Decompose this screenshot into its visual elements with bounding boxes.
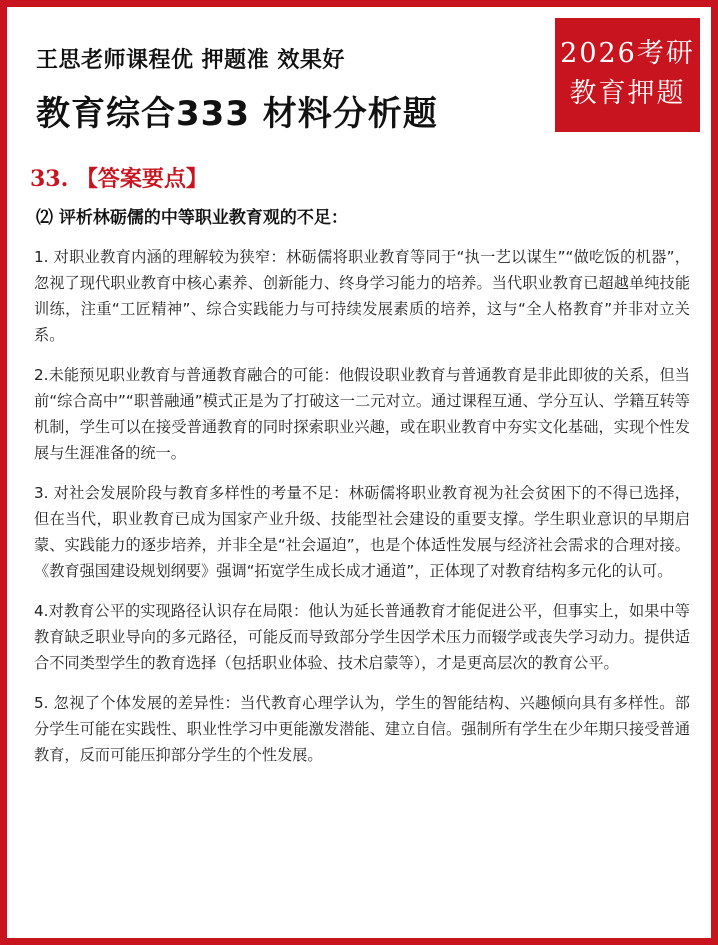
question-number: 33. 【答案要点】 [30, 166, 208, 192]
badge-line-2: 教育押题 [569, 78, 686, 109]
answer-content [34, 244, 690, 782]
slogan: 王思老师课程优 押题准 效果好 [36, 48, 345, 73]
answer-point-3: 3. 对社会发展阶段与教育多样性的考量不足：林砺儒将职业教育视为社会贫困下的不得已选择，但在当代，职业教育已成为国家产业升级、技能型社会建设的重要支撑。学生职业意识的早期启蒙、实践能力的逐步培养，并非全是“社会逼迫”，也是个体适性发展与经济社会需求的合理对接。《教育强国建设规划纲要》强调“拓宽学生成长成才通道”，正体现了对教育结构多元化的认可。 [34, 484, 690, 580]
answer-point-5: 5. 忽视了个体发展的差异性：当代教育心理学认为，学生的智能结构、兴趣倾向具有多样性。部分学生可能在实践性、职业性学习中更能激发潜能、建立自信。强制所有学生在少年期只接受普通教育，反而可能压抑部分学生的个性发展。 [34, 694, 690, 764]
exam-badge [555, 18, 700, 132]
badge-line-1: 2026考研 [560, 38, 695, 69]
sub-question: ⑵ 评析林砺儒的中等职业教育观的不足： [36, 208, 348, 228]
header [36, 46, 516, 134]
answer-point-2: 2.未能预见职业教育与普通教育融合的可能：他假设职业教育与普通教育是非此即彼的关系，但当前“综合高中”“职普融通”模式正是为了打破这一二元对立。通过课程互通、学分互认、学籍互转等机制，学生可以在接受普通教育的同时探索职业兴趣，或在职业教育中夯实文化基础，实现个性发展与生涯准备的统一。 [34, 366, 690, 462]
answer-point-4: 4.对教育公平的实现路径认识存在局限：他认为延长普通教育才能促进公平，但事实上，如果中等教育缺乏职业导向的多元路径，可能反而导致部分学生因学术压力而辍学或丧失学习动力。提供适合不同类型学生的教育选择（包括职业体验、技术启蒙等），才是更高层次的教育公平。 [34, 602, 690, 672]
answer-point-1: 1. 对职业教育内涵的理解较为狭窄：林砺儒将职业教育等同于“执一艺以谋生”“做吃饭的机器”，忽视了现代职业教育中核心素养、创新能力、终身学习能力的培养。当代职业教育已超越单纯技能训练，注重“工匠精神”、综合实践能力与可持续发展素质的培养，这与“全人格教育”并非对立关系。 [34, 248, 690, 344]
page-title: 教育综合333 材料分析题 [36, 94, 438, 134]
